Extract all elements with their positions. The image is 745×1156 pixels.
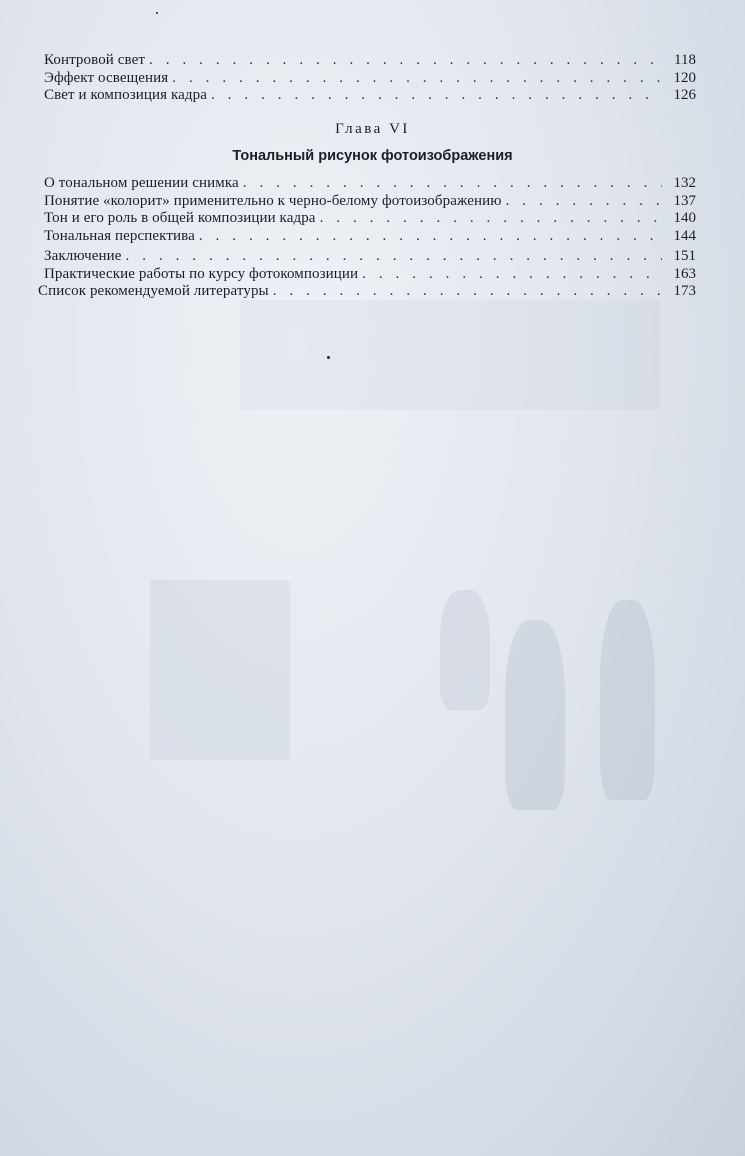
toc-entry[interactable] [44, 87, 696, 105]
toc-section-end [38, 248, 696, 301]
toc-entry[interactable] [44, 228, 696, 246]
toc-entry-page: 140 [673, 210, 696, 226]
leader-dots [126, 248, 663, 266]
print-speck [327, 356, 330, 359]
toc-section-top [44, 52, 696, 105]
toc-entry[interactable] [38, 283, 696, 301]
leader-dots [320, 210, 662, 228]
toc-entry[interactable] [44, 266, 696, 284]
toc-entry-title: О тональном решении снимка [44, 175, 239, 191]
toc-entry-title: Тон и его роль в общей композиции кадра [44, 210, 316, 226]
toc-entry-page: 163 [673, 265, 696, 282]
toc-entry-title: Список рекомендуемой литературы [38, 283, 269, 299]
toc-entry-page: 132 [673, 175, 696, 191]
toc-entry[interactable] [44, 248, 696, 266]
toc-entry-title: Тональная перспектива [44, 227, 195, 244]
show-through-block [150, 580, 290, 760]
leader-dots [199, 228, 662, 246]
show-through-block [240, 300, 660, 410]
leader-dots [211, 87, 662, 105]
leader-dots [149, 52, 662, 70]
show-through-figure [505, 620, 565, 810]
toc-entry-page: 151 [673, 248, 696, 264]
leader-dots [362, 266, 662, 284]
toc-entry-title: Заключение [44, 248, 122, 264]
toc-entry-page: 120 [673, 69, 696, 86]
leader-dots [243, 175, 662, 193]
toc-section-chapter [44, 175, 696, 245]
toc-entry-page: 137 [673, 192, 696, 209]
show-through-figure [440, 590, 490, 710]
print-speck [156, 12, 158, 14]
toc-entry-page: 126 [673, 87, 696, 103]
chapter-title: Тональный рисунок фотоизображения [232, 148, 513, 164]
toc-entry-page: 118 [674, 52, 696, 68]
toc-entry-title: Эффект освещения [44, 69, 169, 86]
toc-entry-title: Практические работы по курсу фотокомпозиции [44, 265, 359, 282]
toc-entry-title: Понятие «колорит» применительно к черно-белому фотоизображению [44, 192, 502, 209]
show-through-figure [600, 600, 655, 800]
toc-entry-page: 173 [673, 283, 696, 299]
toc-entry[interactable] [44, 193, 696, 211]
toc-entry[interactable] [44, 52, 696, 70]
chapter-label: Глава VI [335, 121, 410, 137]
leader-dots [506, 193, 662, 211]
toc-entry[interactable] [44, 70, 696, 88]
toc-entry[interactable] [44, 210, 696, 228]
toc-entry-page: 144 [673, 227, 696, 244]
toc-entry-title: Контровой свет [44, 52, 146, 68]
toc-entry[interactable] [44, 175, 696, 193]
leader-dots [172, 70, 662, 88]
leader-dots [273, 283, 662, 301]
toc-entry-title: Свет и композиция кадра [44, 87, 207, 103]
